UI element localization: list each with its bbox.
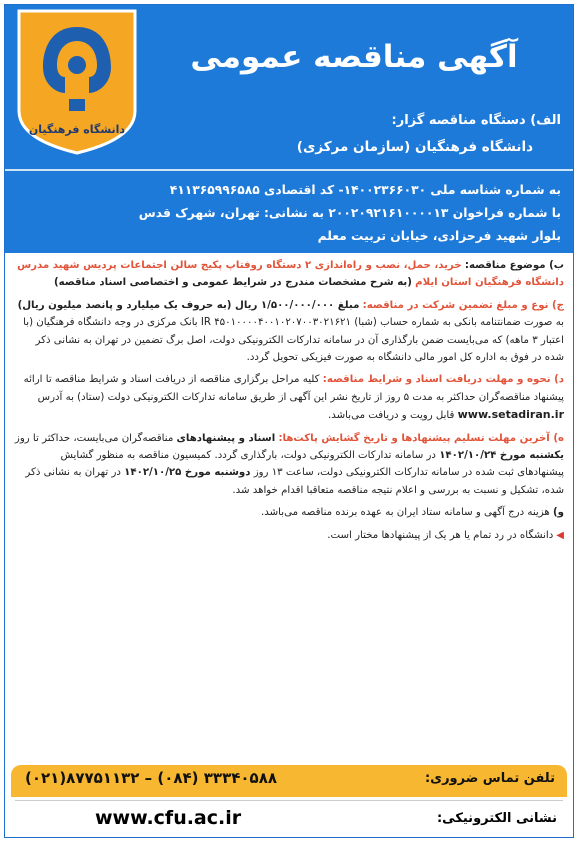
website-band — [5, 801, 573, 837]
announcement-body — [5, 253, 573, 758]
docs-text: کلیه مراحل برگزاری مناقصه از دریافت اسناد و شرایط مناقصه تا ارائه پیشنهاد مناقصه‌گران حداکثر به مدت ۵ روز از تاریخ نشر این آگهی از طریق سامانه تدارکات الکترونیکی دولت (ستاد) به آدرس — [23, 374, 564, 403]
call-number-line: با شماره فراخوان ۲۰۰۲۰۹۲۱۶۱۰۰۰۰۱۳ به نشانی: تهران، شهرک قدس — [138, 206, 561, 220]
deadline-date1: یکشنبه مورخ ۱۴۰۲/۱۰/۲۴ — [439, 450, 564, 462]
deadline-bold: اسناد و پیشنهادهای — [176, 432, 276, 444]
section-rights — [14, 527, 564, 544]
section-guarantee — [14, 297, 564, 367]
announcement-title: آگهی مناقصه عمومی — [190, 39, 518, 75]
subject-label: ب) موضوع مناقصه: — [464, 260, 564, 271]
docs-label: د) نحوه و مهلت دریافت اسناد و شرایط مناقصه: — [322, 374, 564, 386]
subject-rest: (به شرح مشخصات مندرج در شرایط عمومی و اختصاصی اسناد مناقصه) — [54, 277, 412, 289]
university-logo-icon — [13, 7, 141, 155]
svg-text:دانشگاه فرهنگیان: دانشگاه فرهنگیان — [28, 123, 126, 136]
docs-text-end: قابل رویت و دریافت می‌باشد. — [328, 410, 455, 422]
phone-numbers[interactable]: (۰۲۱)۸۷۷۵۱۱۳۲ – (۰۸۴) ۳۳۳۴۰۵۸۸ — [25, 769, 278, 787]
deadline-text3: در تهران به نشانی ذکر شده، تشکیل و نسبت به بررسی و اعلام نتیجه مناقصه متعاقبا اقدام خواهد شد. — [25, 467, 564, 496]
phone-label: تلفن تماس ضروری: — [424, 771, 555, 786]
cost-label: و) — [553, 507, 564, 519]
announcement-page — [4, 4, 574, 838]
organizer-label: الف) دستگاه مناقصه گزار: — [391, 113, 561, 128]
organizer-name: دانشگاه فرهنگیان (سازمان مرکزی) — [296, 139, 533, 155]
section-cost — [14, 504, 564, 521]
phone-band — [11, 765, 567, 797]
subject-highlight: خرید، حمل، نصب و راه‌اندازی ۲ دستگاه روفتاپ پکیج سالن اجتماعات پردیس شهید مدرس دانشگاه فرهنگیان استان ایلام — [17, 260, 564, 289]
header-banner — [5, 5, 573, 253]
guarantee-amount: مبلغ ۱/۵۰۰/۰۰۰/۰۰۰ ریال (به حروف یک میلیارد و پانصد میلیون ریال) — [17, 299, 360, 311]
deadline-text1: مناقصه‌گران می‌بایست، حداکثر تا روز — [14, 432, 174, 444]
deadline-label: ه) آخرین مهلت تسلیم پیشنهادها و تاریخ گشایش پاکت‌ها: — [278, 432, 564, 444]
address-line: بلوار شهید فرحزادی، خیابان تربیت معلم — [317, 229, 561, 243]
section-docs — [14, 371, 564, 424]
section-deadline — [14, 430, 564, 500]
rights-text: دانشگاه در رد تمام یا هر یک از پیشنهادها مختار است. — [327, 529, 554, 541]
guarantee-label: ج) نوع و مبلغ تضمین شرکت در مناقصه: — [362, 299, 564, 311]
guarantee-details: به صورت ضمانتنامه بانکی به شماره حساب (شبا) IR ۴۵۰۱۰۰۰۰۴۰۰۱۰۲۰۷۰۰۳۰۲۱۶۲۱ بانک مرکزی در وجه دانشگاه فرهنگیان (با اعتبار ۳ ماهه) که می‌بایست ضمن بارگذاری آن در سامانه تدارکات الکترونیکی دولت، اصل برگ تضمین در تهران به نشانی ذکر شده در فوق به اداره کل امور مالی دانشگاه به صورت فیزیکی تحویل گردد. — [23, 317, 564, 364]
setadiran-link[interactable]: www.setadiran.ir — [457, 408, 564, 422]
header-divider — [5, 169, 573, 171]
section-subject — [14, 257, 564, 292]
deadline-text2: در سامانه تدارکات الکترونیکی دولت، بارگذاری گردد. کمیسیون مناقصه به منظور گشایش پیشنهادهای ثبت شده در سامانه تدارکات الکترونیکی دولت، ساعت ۱۳ روز — [60, 450, 564, 479]
website-link[interactable]: www.cfu.ac.ir — [95, 807, 242, 829]
national-id-line: به شماره شناسه ملی ۱۴۰۰۲۳۶۶۰۳۰- کد اقتصادی ۴۱۱۳۶۵۹۹۶۵۸۵ — [169, 183, 561, 197]
cost-text: هزینه درج آگهی و سامانه ستاد ایران به عهده برنده مناقصه می‌باشد. — [261, 507, 550, 519]
triangle-bullet-icon: ◀ — [556, 529, 564, 541]
website-label: نشانی الکترونیکی: — [436, 811, 557, 826]
deadline-date2: دوشنبه مورخ ۱۴۰۲/۱۰/۲۵ — [124, 467, 251, 479]
